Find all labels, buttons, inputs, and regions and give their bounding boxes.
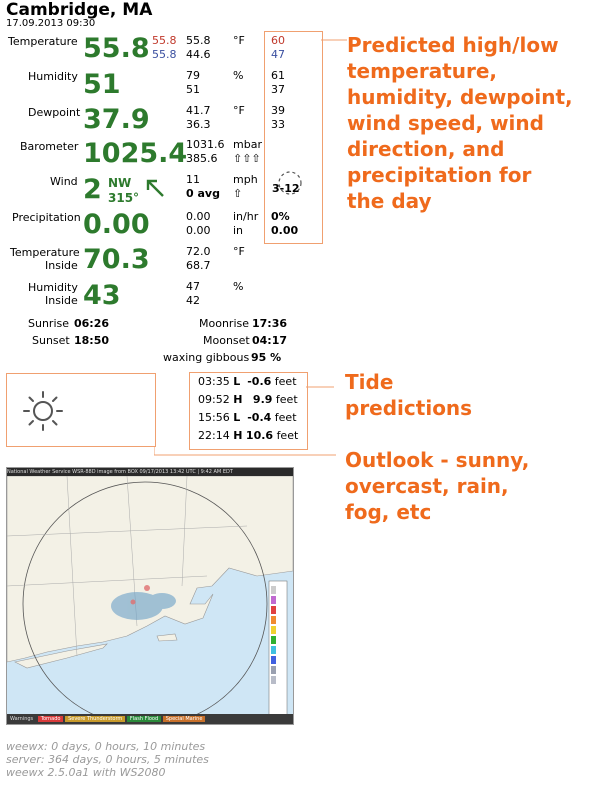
precip-value: 0.00 [83,209,150,240]
dewpoint-hi: 41.7 [186,104,211,117]
tide-row: 09:52 H 9.9 feet [198,393,298,406]
barometer-lo: 385.6 [186,152,218,165]
temperature-unit: °F [233,34,245,47]
wind-degrees: 315° [108,191,140,205]
inside-hum-label: Humidity [28,281,78,294]
moon-phase-label: waxing gibbous [163,351,250,364]
temperature-value: 55.8 [83,33,150,64]
dewpoint-unit: °F [233,104,245,117]
radar-title: National Weather Service WSR-88D image from BOX 09/17/2013 13:42 UTC | 9:42 AM EDT [7,468,293,476]
server-uptime: server: 364 days, 0 hours, 5 minutes [6,753,209,766]
humidity-pred-lo: 37 [271,83,285,96]
footer [6,740,209,779]
inside-hum-hi: 47 [186,280,200,293]
tide-callout: Tide predictions [345,370,473,420]
humidity-value: 51 [83,69,121,100]
barometer-unit: mbar [233,138,262,151]
temperature-pred-hi: 60 [271,34,285,47]
predicted-connector [321,35,349,45]
inside-temp-label: Temperature [10,246,80,259]
inside-hum-label-2: Inside [45,294,78,307]
wind-hi: 11 [186,173,200,186]
precip-total: 0.00 [186,224,211,237]
tide-row: 22:14 H 10.6 feet [198,429,299,442]
humidity-label: Humidity [28,70,78,83]
dewpoint-pred-lo: 33 [271,118,285,131]
temperature-hi-mark: 55.8 [152,34,177,47]
precip-rate: 0.00 [186,210,211,223]
sun-icon [20,388,66,434]
inside-temp-unit: °F [233,245,245,258]
sunrise-label: Sunrise [28,317,70,330]
precip-rate-unit: in/hr [233,210,259,223]
barometer-value: 1025.4 [83,138,188,169]
weewx-uptime: weewx: 0 days, 0 hours, 10 minutes [6,740,206,753]
predicted-highlight-box [264,31,323,244]
humidity-pred-hi: 61 [271,69,285,82]
sunset-label: Sunset [32,334,70,347]
inside-temp-lo: 68.7 [186,259,211,272]
inside-hum-value: 43 [83,280,121,311]
outlook-callout: Outlook - sunny, overcast, rain, fog, etc [345,448,530,524]
inside-hum-unit: % [233,280,244,293]
sunrise-time: 06:26 [74,317,110,330]
wind-label: Wind [50,175,78,188]
barometer-trend-icon: ⇧⇧⇧ [233,152,261,165]
dewpoint-lo: 36.3 [186,118,211,131]
precip-label: Precipitation [12,211,81,224]
wind-direction-arrow-icon [144,177,166,199]
precip-pred-pct: 0% [271,210,290,223]
wind-unit: mph [233,173,258,186]
datetime: 17.09.2013 09:30 [6,18,96,29]
humidity-lo: 51 [186,83,200,96]
temperature-pred-lo: 47 [271,48,285,61]
dewpoint-pred-hi: 39 [271,104,285,117]
inside-temp-label-2: Inside [45,259,78,272]
wind-value: 2 [83,174,102,205]
temperature-lo: 44.6 [186,48,211,61]
barometer-label: Barometer [20,140,79,153]
barometer-hi: 1031.6 [186,138,225,151]
predicted-callout: Predicted high/low temperature, humidity, dewpoint, wind speed, wind direction, and precipitation for the day [347,33,573,213]
moonrise-time: 17:36 [252,317,288,330]
sunset-time: 18:50 [74,334,110,347]
inside-temp-hi: 72.0 [186,245,211,258]
temperature-label: Temperature [8,35,78,48]
temperature-hi: 55.8 [186,34,211,47]
temperature-lo-mark: 55.8 [152,48,177,61]
tide-row: 15:56 L -0.4 feet [198,411,297,424]
wind-avg: 0 avg [186,187,220,200]
moon-phase-pct: 95 % [251,351,282,364]
moonset-time: 04:17 [252,334,288,347]
wind-forecast: 3-12 [272,182,300,195]
station-title: Cambridge, MA [6,0,153,20]
precip-pred-amt: 0.00 [271,224,299,237]
inside-temp-value: 70.3 [83,244,150,275]
version-info: weewx 2.5.0a1 with WS2080 [6,766,166,779]
tide-connector [306,382,336,392]
radar-legend: Warnings Tornado Severe Thunderstorm Flash Flood Special Marine [7,714,293,724]
tide-row: 03:35 L -0.6 feet [198,375,297,388]
dewpoint-label: Dewpoint [28,106,81,119]
inside-hum-lo: 42 [186,294,200,307]
radar-map [7,476,293,714]
radar-image[interactable] [6,467,294,725]
wind-direction: NW [108,176,132,190]
humidity-unit: % [233,69,244,82]
precip-total-unit: in [233,224,244,237]
tide-list [198,373,298,445]
dewpoint-value: 37.9 [83,104,150,135]
moonset-label: Moonset [203,334,250,347]
humidity-hi: 79 [186,69,200,82]
moonrise-label: Moonrise [199,317,249,330]
wind-trend-icon: ⇧ [233,187,243,200]
